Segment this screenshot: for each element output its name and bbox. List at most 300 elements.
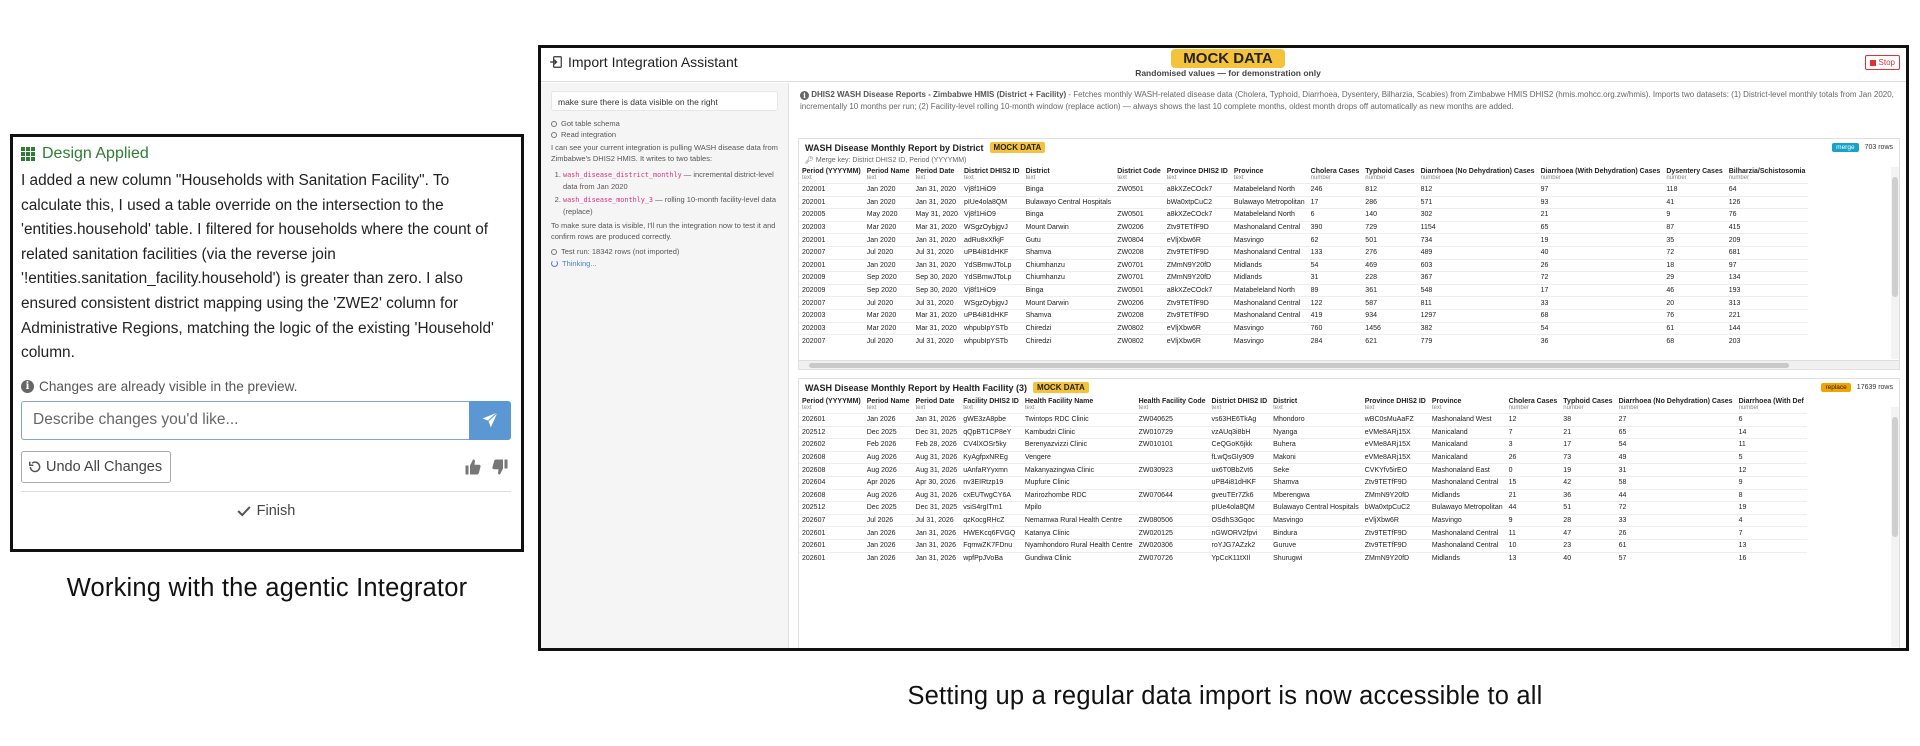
table-cell: 140 <box>1362 209 1417 222</box>
table-cell: Matabeleland North <box>1231 209 1308 222</box>
assistant-message: To make sure data is visible, I'll run the integration now to test it and confirm rows are produced correctly. <box>551 221 776 241</box>
table-cell: vzAUq3i8bH <box>1209 426 1271 439</box>
column-header[interactable]: Facility DHIS2 ID <box>963 398 1019 405</box>
column-type: text <box>1273 405 1283 411</box>
table-cell: ZW0802 <box>1114 335 1164 348</box>
table-cell: 10 <box>1506 539 1561 552</box>
column-header[interactable]: Health Facility Code <box>1138 398 1206 405</box>
table-cell: 73 <box>1560 451 1615 464</box>
design-applied-label: Design Applied <box>42 145 149 162</box>
table-cell: Katanya Clinic <box>1022 527 1136 540</box>
finish-button[interactable] <box>21 503 511 519</box>
table-row <box>799 514 1807 527</box>
table-cell: Aug 31, 2026 <box>913 464 961 477</box>
table-cell: Bulawayo Metropolitan <box>1429 502 1506 515</box>
table-cell: bWa0xtpCuC2 <box>1164 196 1231 209</box>
column-header[interactable]: Period Date <box>915 398 955 405</box>
table-cell: Apr 30, 2026 <box>913 476 961 489</box>
column-header[interactable]: Diarrhoea (With Def <box>1738 398 1804 405</box>
table-cell: 1297 <box>1418 309 1538 322</box>
table-cell: Jul 2020 <box>864 297 913 310</box>
table-title: WASH Disease Monthly Report by Health Facility (3) <box>805 382 1028 393</box>
table-cell: Gutu <box>1023 234 1115 247</box>
table-cell: Bulawayo Central Hospitals <box>1023 196 1115 209</box>
table-row <box>799 476 1807 489</box>
table-cell: 13 <box>1506 552 1561 565</box>
table-cell: nGWORV2fpvi <box>1209 527 1271 540</box>
column-header[interactable]: District DHIS2 ID <box>1211 398 1268 405</box>
table-cell: 811 <box>1418 297 1538 310</box>
table-cell: Makoni <box>1270 451 1362 464</box>
column-type: number <box>1420 175 1441 181</box>
column-type: number <box>1563 405 1584 411</box>
table-cell: Aug 31, 2026 <box>913 451 961 464</box>
table-cell: Mupfure Clinic <box>1022 476 1136 489</box>
table-meta <box>1821 383 1893 392</box>
table-cell: ZW0501 <box>1114 209 1164 222</box>
column-type: number <box>1310 175 1331 181</box>
gear-icon <box>551 132 557 138</box>
table-cell: eVljXbw6R <box>1164 335 1231 348</box>
table-cell: 246 <box>1308 184 1363 197</box>
table-cell: 9 <box>1663 209 1725 222</box>
table-cell: Chiumhanzu <box>1023 272 1115 285</box>
column-type: text <box>1211 405 1222 411</box>
table-cell: 202007 <box>799 335 864 348</box>
table-cell: 89 <box>1308 284 1363 297</box>
table-cell: vs63HE6TkAg <box>1209 414 1271 427</box>
table-cell: 202009 <box>799 272 864 285</box>
vertical-scrollbar[interactable] <box>1891 167 1899 359</box>
table-cell: 501 <box>1362 234 1417 247</box>
table-cell: 203 <box>1726 335 1809 348</box>
column-header[interactable]: Province <box>1233 168 1264 175</box>
preview-info-text: Changes are already visible in the preview. <box>39 378 298 394</box>
column-header[interactable]: District <box>1273 398 1298 405</box>
table-cell: Vj8f1HiO9 <box>961 184 1023 197</box>
step-got-schema <box>551 119 778 128</box>
step-label: Read integration <box>561 130 617 139</box>
table-cell: Mashonaland Central <box>1429 539 1506 552</box>
import-assistant-window <box>538 45 1909 651</box>
column-header[interactable]: Province <box>1431 398 1462 405</box>
table-cell: 5 <box>1736 451 1807 464</box>
column-type: text <box>915 175 926 181</box>
table-cell: 489 <box>1418 246 1538 259</box>
column-header[interactable]: Health Facility Name <box>1024 398 1094 405</box>
stop-button[interactable] <box>1865 55 1900 70</box>
table-cell: 54 <box>1538 322 1664 335</box>
table-cell: ZMmN9Y20fD <box>1362 552 1429 565</box>
table-cell: 3 <box>1506 439 1561 452</box>
table-cell: Ztv9TETfF9D <box>1362 476 1429 489</box>
column-type: number <box>1728 175 1750 181</box>
table-cell: Dec 2025 <box>864 426 913 439</box>
table-cell: YdSBmwJToLp <box>961 259 1023 272</box>
replace-tag: replace <box>1821 383 1850 392</box>
table-row <box>799 221 1808 234</box>
column-header[interactable]: Period Name <box>866 168 910 175</box>
table-cell: 8 <box>1736 489 1807 502</box>
table-cell: Matabeleland North <box>1231 284 1308 297</box>
table-code: wash_disease_monthly_3 <box>563 196 654 204</box>
send-icon <box>481 411 499 429</box>
table-cell: Matabeleland North <box>1231 184 1308 197</box>
table-cell: 4 <box>1736 514 1807 527</box>
table-cell: eVljXbw6R <box>1362 514 1429 527</box>
table-cell: 19 <box>1736 502 1807 515</box>
column-type: text <box>915 405 926 411</box>
thumbs-up-icon[interactable] <box>464 458 482 476</box>
table-cell: 209 <box>1726 234 1809 247</box>
table-cell: Ztv9TETfF9D <box>1164 246 1231 259</box>
stop-label: Stop <box>1878 58 1895 67</box>
undo-label: Undo All Changes <box>46 458 163 475</box>
table-cell: Chiredzi <box>1023 322 1115 335</box>
table-cell: 36 <box>1538 335 1664 348</box>
mock-data-banner: MOCK DATA <box>1171 49 1285 68</box>
table-cell: Mashonaland Central <box>1231 221 1308 234</box>
table-cell: YpCcK11tXIl <box>1209 552 1271 565</box>
table-cell: 202007 <box>799 297 864 310</box>
table-cell: Nyamhondoro Rural Health Centre <box>1022 539 1136 552</box>
column-header[interactable]: District <box>1025 168 1050 175</box>
table-cell: 313 <box>1726 297 1809 310</box>
table-cell: 6 <box>1736 414 1807 427</box>
table-cell: 202003 <box>799 221 864 234</box>
table-cell: Shamva <box>1023 246 1115 259</box>
info-icon: i <box>800 91 809 100</box>
table-cell: Buhera <box>1270 439 1362 452</box>
user-message: make sure there is data visible on the right <box>551 91 778 111</box>
facility-table-card <box>798 378 1900 648</box>
table-cell: ZW0804 <box>1114 234 1164 247</box>
table-cell: 760 <box>1308 322 1363 335</box>
table-cell: uPB4i81dHKF <box>961 246 1023 259</box>
table-cell: ZW020125 <box>1136 527 1209 540</box>
table-cell: 97 <box>1538 184 1664 197</box>
table-cell: ZW0701 <box>1114 259 1164 272</box>
right-caption: Setting up a regular data import is now accessible to all <box>907 682 1543 710</box>
table-cell: 40 <box>1560 552 1615 565</box>
column-header[interactable]: Dysentery Cases <box>1666 168 1723 175</box>
table-cell: Jan 31, 2020 <box>913 196 961 209</box>
column-header[interactable]: Province DHIS2 ID <box>1166 168 1228 175</box>
table-cell: Berenyazvizzi Clinic <box>1022 439 1136 452</box>
table-cell: ZW070644 <box>1136 489 1209 502</box>
table-cell: OSdhS3Gqoc <box>1209 514 1271 527</box>
table-row <box>799 309 1808 322</box>
table-cell: 7 <box>1736 527 1807 540</box>
table-cell: Mashonaland West <box>1429 414 1506 427</box>
table-cell: 14 <box>1736 426 1807 439</box>
table-cell: YdSBmwJToLp <box>961 272 1023 285</box>
table-cell: Mpilo <box>1022 502 1136 515</box>
table-cell: 76 <box>1663 309 1725 322</box>
mock-data-pill: MOCK DATA <box>990 142 1046 153</box>
table-cell: 144 <box>1726 322 1809 335</box>
table-cell: 284 <box>1308 335 1363 348</box>
table-cell: FqmwZK7FDnu <box>960 539 1022 552</box>
table-cell: 415 <box>1726 221 1809 234</box>
table-row <box>799 184 1808 197</box>
table-icon <box>21 147 35 161</box>
table-row <box>799 196 1808 209</box>
table-cell: Mhondoro <box>1270 414 1362 427</box>
step-read-integration <box>551 130 778 139</box>
description-text: - Fetches monthly WASH-related disease data (Cholera, Typhoid, Diarrhoea, Dysentery, Bilharzia, Scabies) from Zimbabwe HMIS DHIS2 (hmis.mohcc.org.zw/hmis). Imports two datasets: (1) District-level monthly totals from Jan 2020, incrementally 10 months per run; (2) Facility-level rolling 10-month window (replace action) — always shows the last 10 complete months, oldest month drops off automatically as new months are added. <box>800 90 1894 111</box>
table-cell: Mashonaland Central <box>1231 297 1308 310</box>
table-cell: 93 <box>1538 196 1664 209</box>
table-cell: 23 <box>1560 539 1615 552</box>
table-cell: Manicaland <box>1429 451 1506 464</box>
column-type: number <box>1365 175 1386 181</box>
table-cell: 390 <box>1308 221 1363 234</box>
table-cell: 64 <box>1726 184 1809 197</box>
table-cell: 40 <box>1538 246 1664 259</box>
merge-key <box>799 156 1899 166</box>
table-cell: 19 <box>1538 234 1664 247</box>
table-cell: 276 <box>1362 246 1417 259</box>
column-type: text <box>866 175 877 181</box>
table-cell: 221 <box>1726 309 1809 322</box>
table-cell: whpubIpYSTb <box>961 335 1023 348</box>
table-cell: pIUe4ola8QM <box>1209 502 1271 515</box>
table-cell: 28 <box>1560 514 1615 527</box>
column-header[interactable]: Diarrhoea (No Dehydration) Cases <box>1420 168 1535 175</box>
table-cell: May 2020 <box>864 209 913 222</box>
table-cell: 20 <box>1663 297 1725 310</box>
table-cell: 202601 <box>799 527 864 540</box>
list-item <box>563 169 778 192</box>
table-cell: Jan 2026 <box>864 414 913 427</box>
column-type: text <box>1431 405 1442 411</box>
table-cell: 35 <box>1663 234 1725 247</box>
table-cell: 202005 <box>799 209 864 222</box>
table-cell: ZW030923 <box>1136 464 1209 477</box>
table-cell: Masvingo <box>1231 335 1308 348</box>
table-cell: Jul 2020 <box>864 335 913 348</box>
table-cell: gWE3zA8pbe <box>960 414 1022 427</box>
column-header[interactable]: Period (YYYYMM) <box>802 398 861 405</box>
column-type: text <box>1117 175 1127 181</box>
assistant-message: I can see your current integration is pulling WASH disease data from Zimbabwe's DHIS2 HMIS. It writes to two tables: <box>551 143 778 163</box>
table-cell: 681 <box>1726 246 1809 259</box>
table-cell: ZMmN9Y20fD <box>1164 272 1231 285</box>
table-cell: eVMe8ARj15X <box>1362 451 1429 464</box>
column-header[interactable]: Typhoid Cases <box>1563 398 1613 405</box>
thumbs-down-icon[interactable] <box>491 458 509 476</box>
column-header[interactable]: Period Name <box>866 398 910 405</box>
import-icon <box>549 55 563 69</box>
vertical-scrollbar[interactable] <box>1891 407 1899 647</box>
table-cell: 47 <box>1560 527 1615 540</box>
table-cell: 46 <box>1663 284 1725 297</box>
table-cell: 9 <box>1736 476 1807 489</box>
list-item <box>563 194 778 217</box>
table-cell: Mashonaland Central <box>1429 476 1506 489</box>
table-row <box>799 335 1808 348</box>
table-cell: Masvingo <box>1270 514 1362 527</box>
table-cell: Vj8f1HiO9 <box>961 209 1023 222</box>
table-cell: Jul 31, 2020 <box>913 297 961 310</box>
table-cell: 729 <box>1362 221 1417 234</box>
table-cell: 17 <box>1308 196 1363 209</box>
describe-changes-input[interactable] <box>21 401 469 440</box>
table-cell: Marirozhombe RDC <box>1022 489 1136 502</box>
table-cell: wpfPpJVoBa <box>960 552 1022 565</box>
table-row <box>799 426 1807 439</box>
column-type: text <box>1024 405 1035 411</box>
table-cell: fLwQsGIy909 <box>1209 451 1271 464</box>
column-type: text <box>1166 175 1177 181</box>
table-cell: 302 <box>1418 209 1538 222</box>
table-cell: 11 <box>1506 527 1561 540</box>
table-cell: 44 <box>1506 502 1561 515</box>
column-header[interactable]: Cholera Cases <box>1508 398 1558 405</box>
table-cell: Jan 2026 <box>864 552 913 565</box>
table-cell: Mashonaland East <box>1429 464 1506 477</box>
table-cell: ZW0802 <box>1114 322 1164 335</box>
table-cell: uPB4i81dHKF <box>961 309 1023 322</box>
table-cell: 12 <box>1736 464 1807 477</box>
table-cell <box>1136 451 1209 464</box>
table-cell <box>1136 476 1209 489</box>
table-cell: 72 <box>1616 502 1736 515</box>
column-header[interactable]: Diarrhoea (No Dehydration) Cases <box>1618 398 1733 405</box>
column-header[interactable]: Period Date <box>915 168 955 175</box>
table-cell: Shurugwi <box>1270 552 1362 565</box>
table-cell: Mar 31, 2020 <box>913 322 961 335</box>
table-cell: Manicaland <box>1429 439 1506 452</box>
table-cell: Sep 30, 2020 <box>913 284 961 297</box>
table-cell: Bindura <box>1270 527 1362 540</box>
table-cell: Sep 30, 2020 <box>913 272 961 285</box>
table-cell: KyAgfpxNREg <box>960 451 1022 464</box>
table-cell: CeQGoK6jkk <box>1209 439 1271 452</box>
table-cell: Guruve <box>1270 539 1362 552</box>
table-cell: 16 <box>1736 552 1807 565</box>
send-button[interactable] <box>469 401 511 440</box>
table-cell: 26 <box>1538 259 1664 272</box>
mock-data-pill: MOCK DATA <box>1033 382 1089 393</box>
column-type: text <box>1138 405 1149 411</box>
undo-all-changes-button[interactable] <box>21 451 171 483</box>
table-cell: Mar 31, 2020 <box>913 221 961 234</box>
table-cell: Seke <box>1270 464 1362 477</box>
table-cell: May 31, 2020 <box>913 209 961 222</box>
table-cell: ZW0206 <box>1114 297 1164 310</box>
row-count: 17639 rows <box>1856 384 1893 391</box>
column-header[interactable]: Bilharzia/Schistosomia <box>1728 168 1806 175</box>
table-cell: 621 <box>1362 335 1417 348</box>
table-cell: ZW0206 <box>1114 221 1164 234</box>
table-cell: 9 <box>1506 514 1561 527</box>
table-meta <box>1832 143 1893 152</box>
table-cell: 87 <box>1663 221 1725 234</box>
table-cell: nv3EIRtzp19 <box>960 476 1022 489</box>
table-cell: 734 <box>1418 234 1538 247</box>
table-cell: 382 <box>1418 322 1538 335</box>
table-cell: 286 <box>1362 196 1417 209</box>
table-cell: Vj8f1HiO9 <box>961 284 1023 297</box>
table-cell: 202003 <box>799 322 864 335</box>
table-cell: 38 <box>1560 414 1615 427</box>
table-list <box>563 169 778 217</box>
table-cell: Aug 2026 <box>864 464 913 477</box>
table-cell: 1456 <box>1362 322 1417 335</box>
table-cell: ZW040625 <box>1136 414 1209 427</box>
type-row <box>799 405 1807 414</box>
table-cell: Mberengwa <box>1270 489 1362 502</box>
table-cell: 27 <box>1616 414 1736 427</box>
assistant-sidebar <box>541 83 789 648</box>
table-cell: Midlands <box>1429 489 1506 502</box>
column-header[interactable]: Diarrhoea (With Dehydration) Cases <box>1540 168 1661 175</box>
table-cell: 17 <box>1560 439 1615 452</box>
table-cell: Mar 2020 <box>864 322 913 335</box>
column-header[interactable]: Typhoid Cases <box>1365 168 1415 175</box>
table-cell: 367 <box>1418 272 1538 285</box>
table-cell: 31 <box>1308 272 1363 285</box>
table-cell: ZW010101 <box>1136 439 1209 452</box>
table-cell <box>1136 502 1209 515</box>
table-cell: bWa0xtpCuC2 <box>1362 502 1429 515</box>
table-row <box>799 414 1807 427</box>
table-cell: 202001 <box>799 259 864 272</box>
column-header[interactable]: Period (YYYYMM) <box>802 168 861 175</box>
table-cell: eVljXbw6R <box>1164 322 1231 335</box>
left-caption: Working with the agentic Integrator <box>66 574 468 602</box>
facility-table <box>799 396 1807 565</box>
table-desc: — incremental district-level data from Jan 2020 <box>563 170 774 191</box>
table-cell: Ztv9TETfF9D <box>1164 297 1231 310</box>
table-cell: 126 <box>1726 196 1809 209</box>
table-cell: Binga <box>1023 209 1115 222</box>
table-cell: 1154 <box>1418 221 1538 234</box>
table-row <box>799 209 1808 222</box>
finish-label: Finish <box>256 502 296 519</box>
header-row <box>799 166 1808 175</box>
table-cell: 202001 <box>799 184 864 197</box>
table-cell: 202003 <box>799 309 864 322</box>
table-cell <box>1114 196 1164 209</box>
table-cell: Jul 31, 2026 <box>913 514 961 527</box>
column-header[interactable]: Province DHIS2 ID <box>1364 398 1426 405</box>
column-type: text <box>963 405 973 411</box>
column-type: text <box>963 175 974 181</box>
table-cell: 18 <box>1663 259 1725 272</box>
table-cell: Chiredzi <box>1023 335 1115 348</box>
table-cell: Feb 28, 2026 <box>913 439 961 452</box>
table-cell: 17 <box>1538 284 1664 297</box>
column-header[interactable]: District Code <box>1117 168 1161 175</box>
table-cell: Aug 31, 2026 <box>913 489 961 502</box>
horizontal-scrollbar[interactable] <box>799 360 1899 369</box>
table-cell: 603 <box>1418 259 1538 272</box>
table-cell: roYJG7AZzk2 <box>1209 539 1271 552</box>
table-cell: 51 <box>1560 502 1615 515</box>
column-header[interactable]: District DHIS2 ID <box>963 168 1020 175</box>
table-cell: 587 <box>1362 297 1417 310</box>
column-header[interactable]: Cholera Cases <box>1310 168 1360 175</box>
column-type: number <box>1666 175 1687 181</box>
table-row <box>799 539 1807 552</box>
table-cell: Mount Darwin <box>1023 297 1115 310</box>
design-applied-header <box>21 143 511 165</box>
table-cell: Jan 2026 <box>864 539 913 552</box>
table-cell: 202608 <box>799 464 864 477</box>
